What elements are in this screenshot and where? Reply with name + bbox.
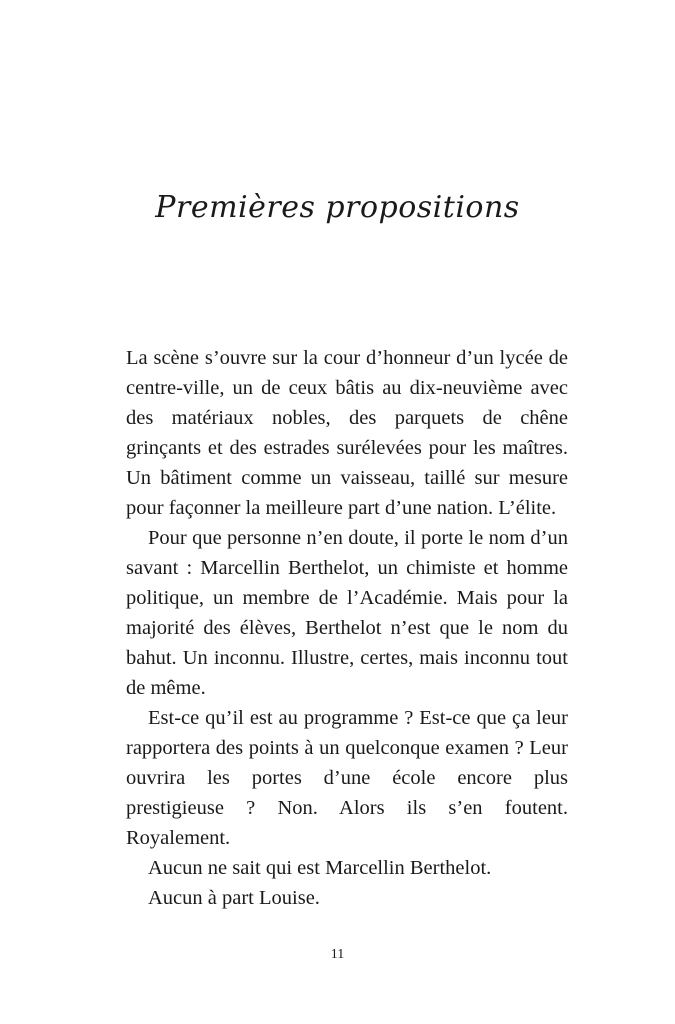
paragraph: Aucun à part Louise. [148, 887, 320, 909]
paragraph: Aucun ne sait qui est Marcellin Berthelot. [148, 857, 492, 879]
paragraph: La scène s’ouvre sur la cour d’honneur d’un lycée de centre-ville, un de ceux bâtis au dix-neuvième avec des matériaux nobles, des parquets de chêne grinçants et des estrades surélevées pour les maîtres. Un bâtiment comme un vaisseau, taillé sur mesure pour façonner la meilleure part d’une nation. L’élite. [126, 347, 568, 519]
page-number: 11 [330, 947, 345, 962]
body-text [126, 343, 568, 913]
chapter-title: Premières propositions [155, 190, 520, 225]
paragraph: Pour que personne n’en doute, il porte le nom d’un savant : Marcellin Berthelot, un chimiste et homme politique, un membre de l’Académie. Mais pour la majorité des élèves, Berthelot n’est que le nom du bahut. Un inconnu. Illustre, certes, mais inconnu tout de même. [126, 527, 568, 699]
paragraph: Est-ce qu’il est au programme ? Est-ce que ça leur rapportera des points à un quelconque examen ? Leur ouvrira les portes d’une école encore plus prestigieuse ? Non. Alors ils s’en foutent. Royalement. [126, 707, 568, 849]
